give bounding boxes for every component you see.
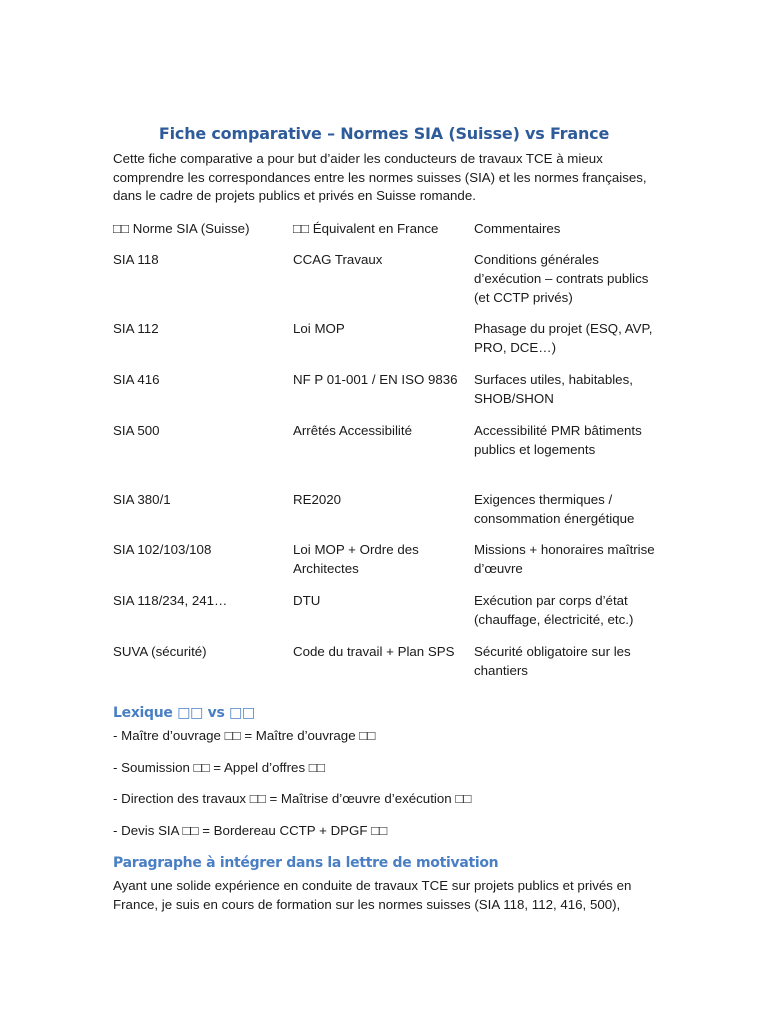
lexique-item: - Direction des travaux □□ = Maîtrise d’œuvre d’exécution □□ bbox=[113, 791, 472, 806]
lexique-item: - Devis SIA □□ = Bordereau CCTP + DPGF □□ bbox=[113, 823, 388, 838]
table-cell: SIA 112 bbox=[113, 321, 159, 336]
table-cell: Phasage du projet (ESQ, AVP, PRO, DCE…) bbox=[474, 321, 653, 355]
table-cell: SIA 102/103/108 bbox=[113, 542, 212, 557]
table-cell: SIA 380/1 bbox=[113, 492, 171, 507]
table-cell: Exigences thermiques / consommation énergétique bbox=[474, 492, 635, 526]
table-cell: Sécurité obligatoire sur les chantiers bbox=[474, 644, 631, 678]
table-row bbox=[113, 421, 673, 490]
table-cell: Code du travail + Plan SPS bbox=[293, 644, 455, 659]
table-cell: Exécution par corps d’état (chauffage, électricité, etc.) bbox=[474, 593, 634, 627]
comparison-table bbox=[113, 219, 673, 693]
table-cell: Surfaces utiles, habitables, SHOB/SHON bbox=[474, 372, 633, 406]
table-cell: SIA 118/234, 241… bbox=[113, 593, 228, 608]
table-cell: Loi MOP + Ordre des Architectes bbox=[293, 542, 419, 576]
table-cell: Loi MOP bbox=[293, 321, 345, 336]
table-cell: Missions + honoraires maîtrise d’œuvre bbox=[474, 542, 655, 576]
table-row bbox=[113, 540, 673, 591]
table-row bbox=[113, 490, 673, 540]
table-row bbox=[113, 319, 673, 370]
table-row bbox=[113, 642, 673, 693]
table-cell: DTU bbox=[293, 593, 321, 608]
table-cell: NF P 01-001 / EN ISO 9836 bbox=[293, 372, 458, 387]
lexique-heading: Lexique □□ vs □□ bbox=[113, 705, 255, 721]
table-row bbox=[113, 591, 673, 642]
table-cell: RE2020 bbox=[293, 492, 342, 507]
table-cell: Conditions générales d’exécution – contrats publics (et CCTP privés) bbox=[474, 252, 649, 305]
motivation-paragraph: Ayant une solide expérience en conduite de travaux TCE sur projets publics et privés en France, je suis en cours de formation sur les normes suisses (SIA 118, 112, 416, 500), bbox=[113, 878, 632, 912]
column-header-france: □□ Équivalent en France bbox=[293, 221, 439, 236]
table-row bbox=[113, 370, 673, 421]
lexique-item: - Maître d’ouvrage □□ = Maître d’ouvrage □□ bbox=[113, 728, 376, 743]
table-row bbox=[113, 250, 673, 319]
intro-paragraph: Cette fiche comparative a pour but d’aider les conducteurs de travaux TCE à mieux comprendre les correspondances entre les normes suisses (SIA) et les normes françaises, dans le cadre de projets publics et privés en Suisse romande. bbox=[113, 151, 647, 204]
column-header-comments: Commentaires bbox=[474, 221, 561, 236]
table-cell: Accessibilité PMR bâtiments publics et logements bbox=[474, 423, 642, 457]
column-header-sia: □□ Norme SIA (Suisse) bbox=[113, 221, 250, 236]
table-header-row bbox=[113, 219, 673, 250]
page-title: Fiche comparative – Normes SIA (Suisse) vs France bbox=[158, 124, 610, 143]
table-cell: SIA 416 bbox=[113, 372, 160, 387]
table-cell: CCAG Travaux bbox=[293, 252, 383, 267]
paragraph-heading: Paragraphe à intégrer dans la lettre de motivation bbox=[113, 855, 499, 871]
table-cell: Arrêtés Accessibilité bbox=[293, 423, 412, 438]
table-cell: SIA 500 bbox=[113, 423, 160, 438]
lexique-item: - Soumission □□ = Appel d’offres □□ bbox=[113, 760, 325, 775]
table-cell: SUVA (sécurité) bbox=[113, 644, 207, 659]
table-cell: SIA 118 bbox=[113, 252, 159, 267]
